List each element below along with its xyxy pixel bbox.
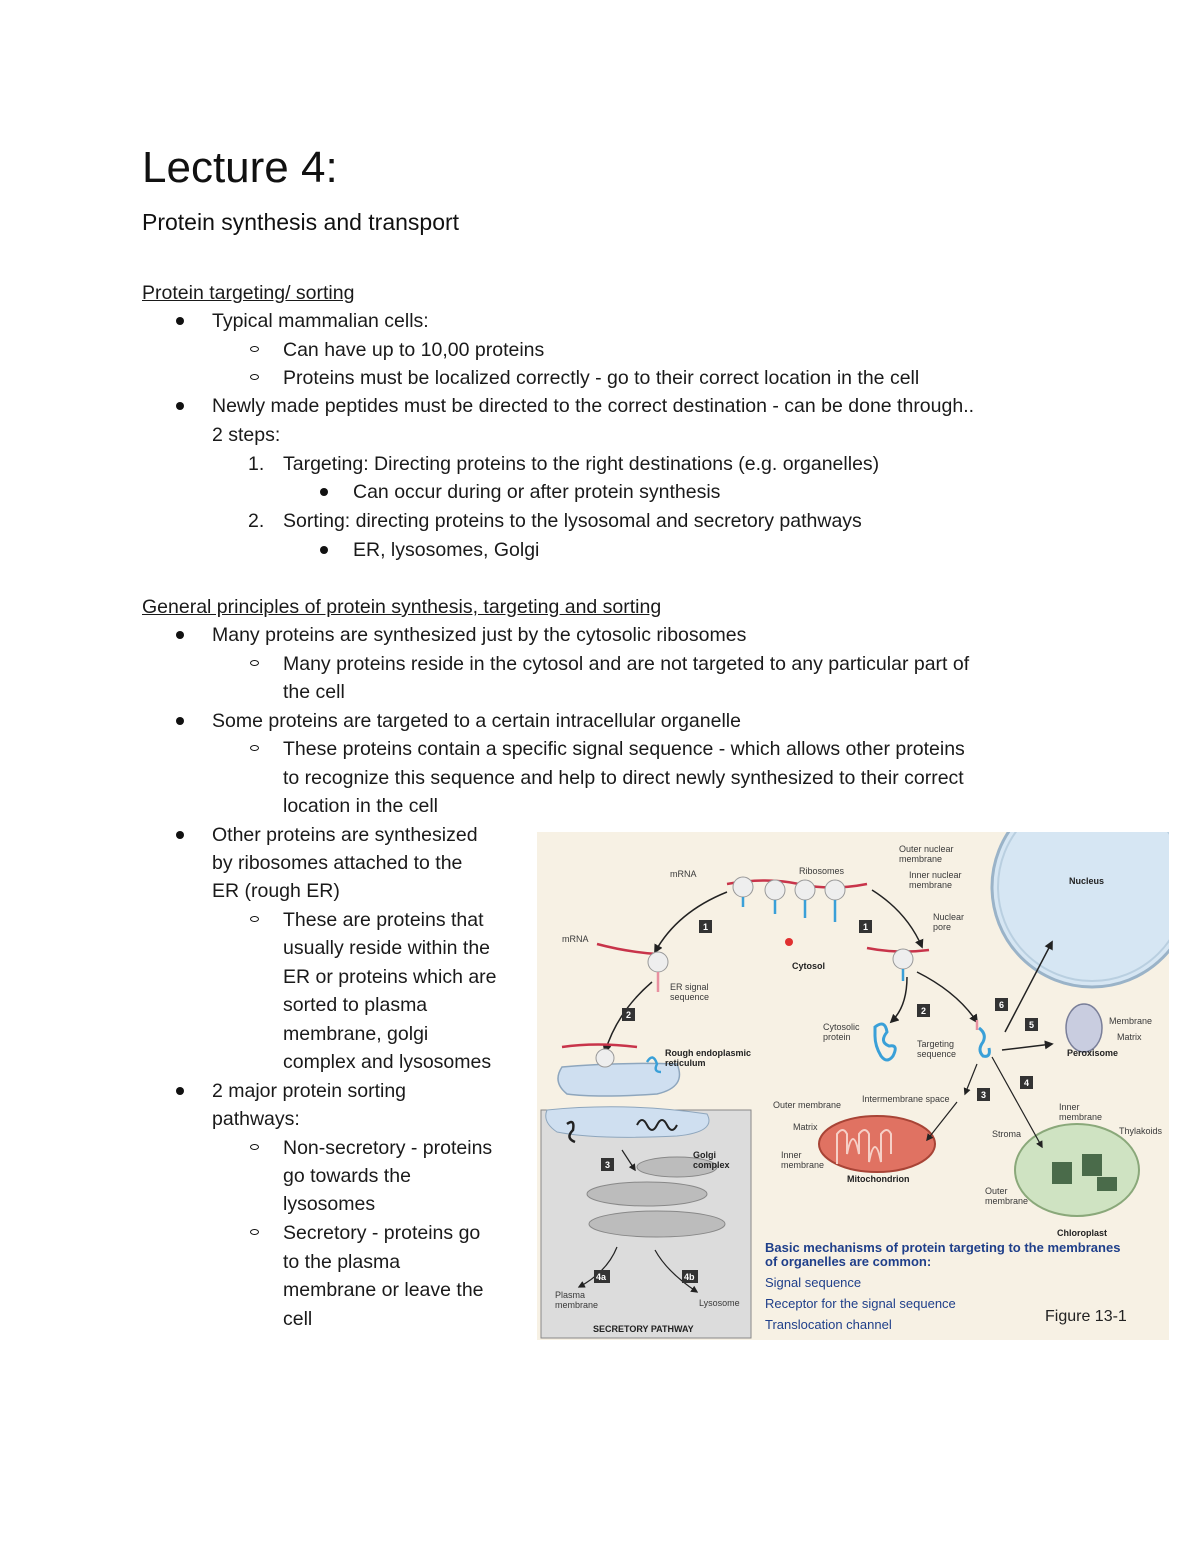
inner-chloroplast-label: Inner [1059, 1102, 1080, 1112]
list-item-continuation: usually reside within the [283, 937, 491, 959]
page-subtitle: Protein synthesis and transport [142, 209, 460, 235]
cytosolic-protein-label: Cytosolic [823, 1022, 860, 1032]
hollow-bullet-icon [250, 916, 259, 922]
list-item-continuation: location in the cell [283, 795, 439, 817]
intermembrane-label: Intermembrane space [862, 1094, 950, 1104]
hollow-bullet-icon [250, 1229, 259, 1235]
mrna-left-label: mRNA [562, 934, 589, 944]
hollow-bullet-icon [250, 1144, 259, 1150]
step-marker: 2 [921, 1006, 927, 1016]
list-item-continuation: by ribosomes attached to the [212, 852, 463, 874]
caption-title-2: of organelles are common: [765, 1254, 932, 1269]
nucleus-shape [992, 832, 1169, 987]
list-item: Targeting: Directing proteins to the right destinations (e.g. organelles) [283, 453, 880, 475]
bullet-icon [176, 1087, 184, 1095]
step-marker: 2 [626, 1010, 632, 1020]
chloroplast-shape [1015, 1124, 1139, 1216]
rough-er-label: Rough endoplasmic [665, 1048, 752, 1058]
mrna-top-label: mRNA [670, 869, 697, 879]
inner-membrane-label-2: membrane [781, 1160, 825, 1170]
caption-item: Translocation channel [765, 1317, 892, 1332]
list-item-continuation: 2 steps: [212, 424, 281, 446]
step-marker: 3 [981, 1090, 987, 1100]
chloroplast-label: Chloroplast [1057, 1228, 1108, 1238]
hollow-bullet-icon [250, 745, 259, 751]
cytosol-label: Cytosol [792, 961, 826, 971]
peroxisome-membrane-label: Membrane [1109, 1016, 1153, 1026]
list-item: Typical mammalian cells: [212, 310, 429, 332]
list-item: Can occur during or after protein synthesis [353, 481, 721, 503]
list-item: Secretory - proteins go [283, 1222, 481, 1244]
step-marker: 3 [605, 1160, 611, 1170]
list-item: Non-secretory - proteins [283, 1137, 493, 1159]
bullet-icon [176, 317, 184, 325]
bullet-icon [176, 717, 184, 725]
er-signal-label-2: sequence [670, 992, 710, 1002]
section-heading-protein-targeting: Protein targeting/ sorting [142, 282, 355, 304]
list-item-continuation: ER (rough ER) [212, 880, 340, 902]
hollow-bullet-icon [250, 346, 259, 352]
inner-nuclear-label: Inner nuclear [909, 870, 962, 880]
bullet-icon [320, 488, 328, 496]
inner-nuclear-label-2: membrane [909, 880, 953, 890]
list-item: Sorting: directing proteins to the lysosomal and secretory pathways [283, 510, 862, 532]
bullet-icon [176, 831, 184, 839]
list-item: These are proteins that [283, 909, 484, 931]
golgi-label: Golgi [693, 1150, 716, 1160]
caption-item: Receptor for the signal sequence [765, 1296, 956, 1311]
list-number: 2. [248, 510, 265, 532]
list-item: 2 major protein sorting [212, 1080, 407, 1102]
list-item: Can have up to 10,00 proteins [283, 339, 545, 361]
bullet-icon [320, 546, 328, 554]
outer-nuclear-label: Outer nuclear [899, 844, 954, 854]
list-item-continuation: membrane or leave the [283, 1279, 484, 1301]
stroma-label: Stroma [992, 1129, 1022, 1139]
nucleus-label: Nucleus [1069, 876, 1105, 886]
list-item: Other proteins are synthesized [212, 824, 478, 846]
inner-membrane-label: Inner [781, 1150, 802, 1160]
golgi-label-2: complex [693, 1160, 730, 1170]
step-marker: 6 [999, 1000, 1005, 1010]
thylakoids-label: Thylakoids [1119, 1126, 1163, 1136]
lysosome-label: Lysosome [699, 1298, 740, 1308]
list-item-continuation: to recognize this sequence and help to direct newly synthesized to their correct [283, 767, 964, 789]
er-signal-label: ER signal [670, 982, 709, 992]
list-item: Many proteins reside in the cytosol and are not targeted to any particular part of [283, 653, 970, 675]
figure-protein-targeting [537, 832, 1169, 1340]
peroxisome-matrix-label: Matrix [1117, 1032, 1142, 1042]
list-item-continuation: complex and lysosomes [283, 1051, 492, 1073]
targeting-sequence-label: Targeting [917, 1039, 955, 1049]
plasma-membrane-label-2: membrane [555, 1300, 599, 1310]
list-item-continuation: ER or proteins which are [283, 966, 497, 988]
step-marker: 4a [596, 1272, 607, 1282]
list-item: Many proteins are synthesized just by the cytosolic ribosomes [212, 624, 747, 646]
list-item: Proteins must be localized correctly - go to their correct location in the cell [283, 367, 920, 389]
ribosomes-label: Ribosomes [799, 866, 845, 876]
bullet-icon [176, 631, 184, 639]
caption-item: Signal sequence [765, 1275, 862, 1290]
step-marker: 4 [1024, 1078, 1030, 1088]
step-marker: 1 [703, 922, 709, 932]
outer-chloroplast-label-2: membrane [985, 1196, 1029, 1206]
mitochondrion-label: Mitochondrion [847, 1174, 910, 1184]
list-item-continuation: go towards the [283, 1165, 411, 1187]
outer-chloroplast-label: Outer [985, 1186, 1008, 1196]
hollow-bullet-icon [250, 374, 259, 380]
secretory-pathway-label: SECRETORY PATHWAY [593, 1324, 694, 1334]
list-item: Newly made peptides must be directed to the correct destination - can be done through.. [212, 395, 975, 417]
list-item-continuation: pathways: [212, 1108, 300, 1130]
step-marker: 5 [1029, 1020, 1035, 1030]
page-title: Lecture 4: [142, 143, 338, 192]
plasma-membrane-label: Plasma [555, 1290, 586, 1300]
step-marker: 1 [863, 922, 869, 932]
outer-membrane-label: Outer membrane [773, 1100, 842, 1110]
cytosolic-protein-label-2: protein [823, 1032, 851, 1042]
outer-nuclear-label-2: membrane [899, 854, 943, 864]
nuclear-pore-label-2: pore [933, 922, 952, 932]
list-item-continuation: sorted to plasma [283, 994, 428, 1016]
bullet-icon [176, 402, 184, 410]
inner-chloroplast-label-2: membrane [1059, 1112, 1103, 1122]
list-item-continuation: to the plasma [283, 1251, 401, 1273]
list-item-continuation: membrane, golgi [283, 1023, 429, 1045]
peroxisome-shape [1066, 1004, 1102, 1052]
list-item-continuation: cell [283, 1308, 313, 1330]
list-item-continuation: the cell [283, 681, 345, 703]
hollow-bullet-icon [250, 660, 259, 666]
list-number: 1. [248, 453, 265, 475]
matrix-mito-label: Matrix [793, 1122, 818, 1132]
section-heading-general-principles: General principles of protein synthesis, targeting and sorting [142, 596, 662, 618]
step-marker: 4b [684, 1272, 695, 1282]
caption-title: Basic mechanisms of protein targeting to the membranes [765, 1240, 1121, 1255]
list-item: These proteins contain a specific signal sequence - which allows other proteins [283, 738, 965, 760]
nuclear-pore-label: Nuclear [933, 912, 965, 922]
list-item-continuation: lysosomes [283, 1193, 376, 1215]
list-item: Some proteins are targeted to a certain intracellular organelle [212, 710, 741, 732]
peroxisome-label: Peroxisome [1067, 1048, 1119, 1058]
targeting-sequence-label-2: sequence [917, 1049, 957, 1059]
list-item: ER, lysosomes, Golgi [353, 539, 540, 561]
rough-er-label-2: reticulum [665, 1058, 706, 1068]
figure-number: Figure 13-1 [1045, 1308, 1127, 1325]
